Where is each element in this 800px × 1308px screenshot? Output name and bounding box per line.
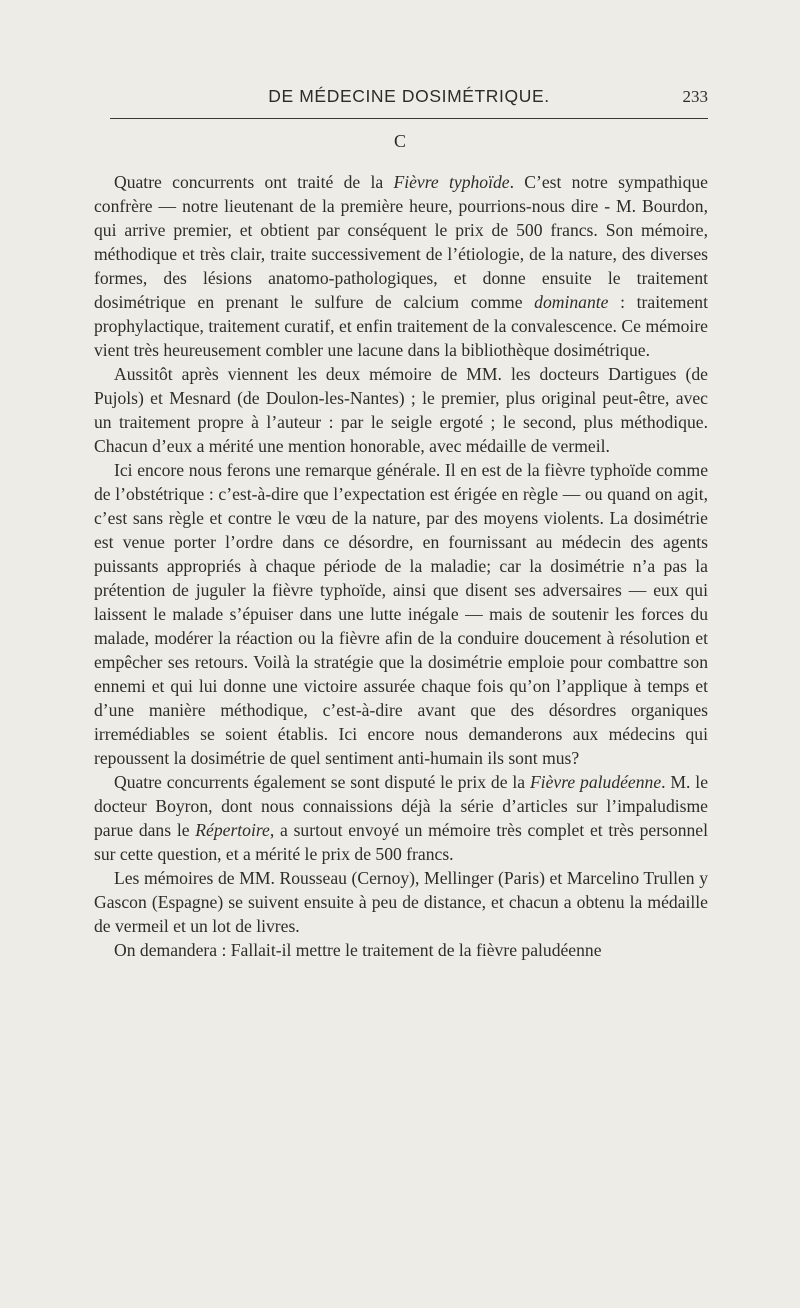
- body-text: [94, 170, 708, 962]
- section-letter: C: [393, 131, 406, 151]
- italic-term: dominante: [534, 292, 609, 312]
- paragraph-text: , a surtout envoyé un mémoire très complet et très personnel sur cette question, et a mérité le prix de 500 francs.: [94, 820, 708, 864]
- running-title: DE MÉDECINE DOSIMÉTRIQUE.: [268, 86, 550, 106]
- header-rule: [110, 118, 708, 119]
- paragraph-general-remark: Ici encore nous ferons une remarque générale. Il en est de la fièvre typhoïde comme de l’obstétrique : c’est-à-dire que l’expectation est érigée en règle — ou quand on agit, c’est sans règle et contre le vœu de la nature, par des moyens violents. La dosimétrie est venue porter l’ordre dans ce désordre, en fournissant au médecin des agents puissants appropriés à chaque période de la maladie; car la dosimétrie n’a pas la prétention de juguler la fièvre typhoïde, ainsi que disent ses adversaires — eux qui laissent le malade s’épuiser dans une lutte inégale — mais de soutenir les forces du malade, modérer la réaction ou la fièvre afin de la conduire doucement à résolution et empêcher ses retours. Voilà la stratégie que la dosimétrie emploie pour combattre son ennemi et qui lui donne une victoire assurée chaque fois qu’on l’applique à temps et d’une manière méthodique, c’est-à-dire avant que des désordres organiques irremédiables se soient établis. Ici encore nous demanderons aux médecins qui repoussent la dosimétrie de quel sentiment anti-humain ils sont mus?: [94, 460, 708, 768]
- paragraph-text: Quatre concurrents également se sont disputé le prix de la: [114, 772, 530, 792]
- italic-disease-name: Fièvre typhoïde: [393, 172, 510, 192]
- running-head: [110, 86, 708, 112]
- paragraph-paludal-fever: [94, 770, 708, 866]
- paragraph-text: . C’est notre sympathique confrère — notre lieutenant de la première heure, pourrions-nous dire - M. Bourdon, qui arrive premier, et obtient par conséquent le prix de 500 francs. Son mémoire, méthodique et très clair, traite successivement de l’étiologie, de la nature, des diverses formes, des lésions anatomo-pathologiques, et donne ensuite le traitement dosimétrique en prenant le sulfure de calcium comme: [94, 172, 708, 312]
- paragraph-honorable-mentions: Aussitôt après viennent les deux mémoire de MM. les docteurs Dartigues (de Pujols) et Mesnard (de Doulon-les-Nantes) ; le premier, plus original peut-être, avec un traitement propre à l’auteur : par le seigle ergoté ; le second, plus méthodique. Chacun d’eux a mérité une mention honorable, avec médaille de vermeil.: [94, 364, 708, 456]
- italic-disease-name: Fièvre paludéenne: [529, 772, 662, 792]
- page-number: 233: [682, 87, 708, 106]
- italic-journal-name: Répertoire: [195, 820, 270, 840]
- paragraph-question: On demandera : Fallait-il mettre le traitement de la fièvre paludéenne: [114, 940, 602, 960]
- paragraph-text: . M. le docteur Boyron, dont nous connaissions déjà la série d’articles sur l’impaludisme parue dans le: [94, 772, 709, 840]
- paragraph-other-memoirs: Les mémoires de MM. Rousseau (Cernoy), Mellinger (Paris) et Marcelino Trullen y Gascon (Espagne) se suivent ensuite à peu de distance, et chacun a obtenu la médaille de vermeil et un lot de livres.: [94, 868, 708, 936]
- paragraph-text: Quatre concurrents ont traité de la: [114, 172, 394, 192]
- paragraph-text: : traitement prophylactique, traitement curatif, et enfin traitement de la convalescence. Ce mémoire vient très heureusement combler une lacune dans la bibliothèque dosimétrique.: [94, 292, 708, 360]
- paragraph-typhoid: [94, 170, 708, 362]
